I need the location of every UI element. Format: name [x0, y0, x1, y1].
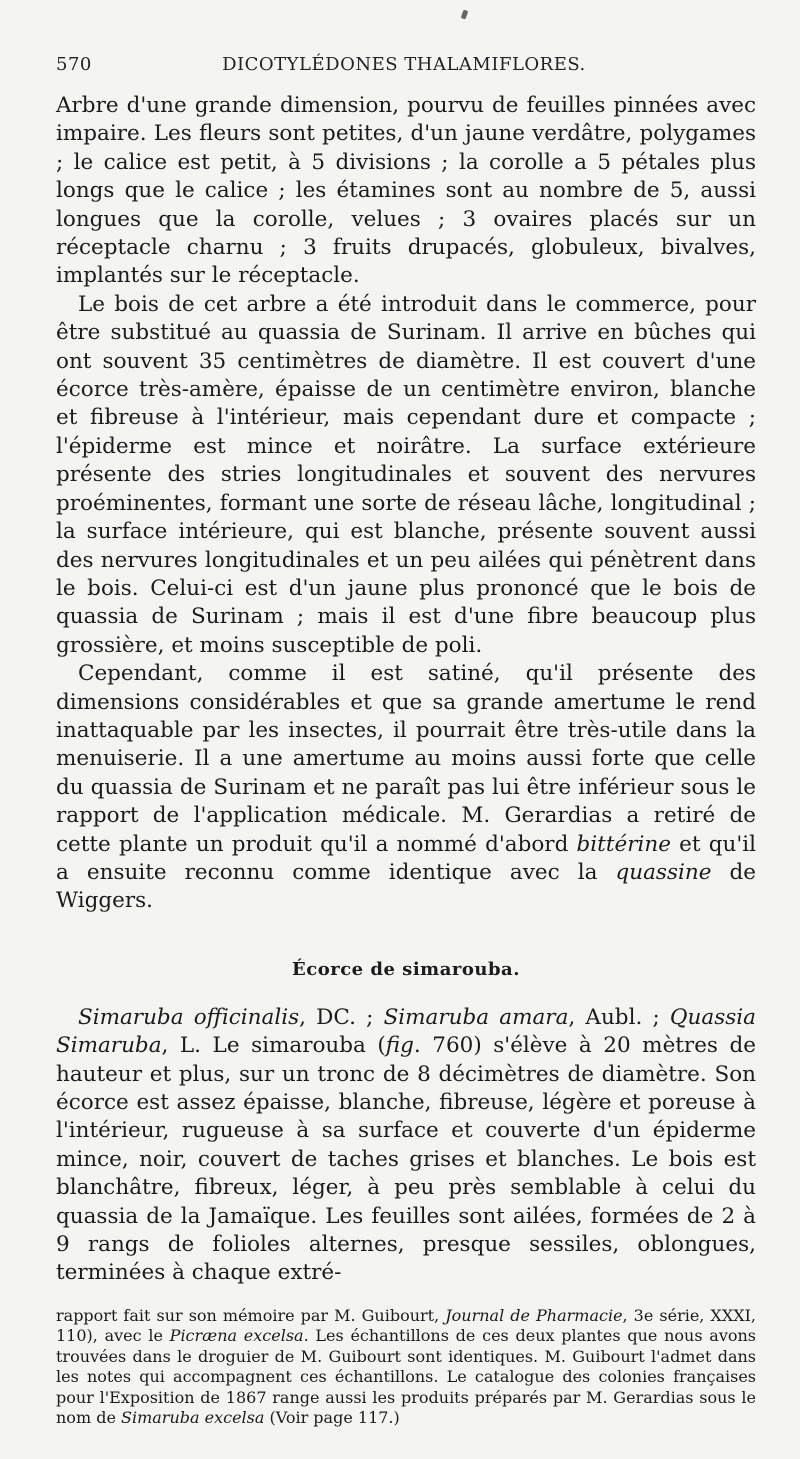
page-number: 570	[56, 54, 92, 75]
paragraph-uses	[56, 660, 756, 916]
figure-ref: fig	[385, 1033, 414, 1059]
species-name: Simaruba amara	[383, 1004, 569, 1030]
term-quassine: quassine	[615, 859, 712, 885]
section-heading: Écorce de simarouba.	[292, 958, 520, 980]
text-run: et qu'il a ensuite reconnu comme identique avec la	[56, 831, 756, 885]
paragraph-description: Arbre d'une grande dimension, pourvu de feuilles pinnées avec impaire. Les fleurs sont petites, d'un jaune verdâtre, polygames ; le calice est petit, à 5 divisions ; la corolle a 5 pétales plus longs que le calice ; les étamines sont au nombre de 5, aussi longues que la corolle, velues ; 3 ovaires placés sur un réceptacle charnu ; 3 fruits drupacés, globuleux, bivalves, implantés sur le réceptacle.	[56, 93, 756, 289]
text-run: , L. Le simarouba (	[161, 1033, 386, 1059]
paragraph-wood: Le bois de cet arbre a été introduit dans le commerce, pour être substitué au quassia de Surinam. Il arrive en bûches qui ont souvent 35 centimètres de diamètre. Il est couvert d'une écorce très-amère, épaisse de un centimètre environ, blanche et fibreuse à l'intérieur, mais cependant dure et compacte ; l'épiderme est mince et noirâtre. La surface extérieure présente des stries longitudinales et souvent des nervures proéminentes, formant une sorte de réseau lâche, longitudinal ; la surface intérieure, qui est blanche, présente souvent aussi des nervures longitudinales et un peu ailées qui pénètrent dans le bois. Celui-ci est d'un jaune plus prononcé que le bois de quassia de Surinam ; mais il est d'une fibre beaucoup plus grossière, et moins susceptible de poli.	[56, 291, 756, 658]
running-title: DICOTYLÉDONES THALAMIFLORES.	[222, 54, 586, 75]
species-name: Quassia Simaruba	[56, 1004, 756, 1059]
text-run: Cependant, comme il est satiné, qu'il présente des dimensions considérables et que sa grande amertume le rend inattaquable par les insectes, il pourrait être très-utile dans la menuiserie. Il a une amertume au moins aussi forte que celle du quassia de Surinam et ne paraît pas lui être inférieur sous le rapport de l'application médicale. M. Gerardias a retiré de cette plante un produit qu'il a nommé d'abord	[56, 661, 756, 857]
text-run: , 3e série, XXXI, 110), avec le	[56, 1305, 757, 1346]
term-bitterine: bittérine	[576, 831, 671, 857]
main-text	[56, 92, 756, 1288]
text-run: , DC. ;	[299, 1004, 384, 1030]
book-page	[56, 54, 756, 1429]
text-run: . 760) s'élève à 20 mètres de hauteur et plus, sur un tronc de 8 décimètres de diamètre. Son écorce est assez épaisse, blanche, fibreuse, légère et poreuse à l'intérieur, rugueuse à sa surface et couverte d'un épiderme mince, noir, couvert de taches grises et blanches. Le bois est blanchâtre, fibreux, léger, à peu près semblable à celui du quassia de la Jamaïque. Les feuilles sont ailées, formées de 2 à 9 rangs de folioles alternes, presque sessiles, oblongues, terminées à chaque extré-	[56, 1033, 756, 1286]
running-header	[56, 54, 756, 84]
species-name: Simaruba officinalis	[78, 1004, 300, 1030]
text-run: , Aubl. ;	[568, 1004, 670, 1030]
paragraph-simarouba	[56, 1004, 756, 1288]
footnote	[56, 1306, 756, 1429]
species-name: Picræna excelsa	[169, 1326, 304, 1346]
ink-speck	[461, 9, 469, 19]
text-run: de Wiggers.	[56, 859, 756, 914]
journal-title: Journal de Pharmacie	[445, 1305, 623, 1325]
text-run: (Voir page 117.)	[264, 1408, 400, 1428]
text-run: rapport fait sur son mémoire par M. Guibourt,	[56, 1305, 446, 1325]
text-run: . Les échantillons de ces deux plantes que nous avons trouvées dans le droguier de M. Guibourt sont identiques. M. Guibourt l'admet dans les notes qui accompagnent ces échantillons. Le catalogue des colonies françaises pour l'Exposition de 1867 range aussi les produits préparés par M. Gerardias sous le nom de	[56, 1326, 757, 1428]
species-name: Simaruba excelsa	[121, 1408, 265, 1428]
